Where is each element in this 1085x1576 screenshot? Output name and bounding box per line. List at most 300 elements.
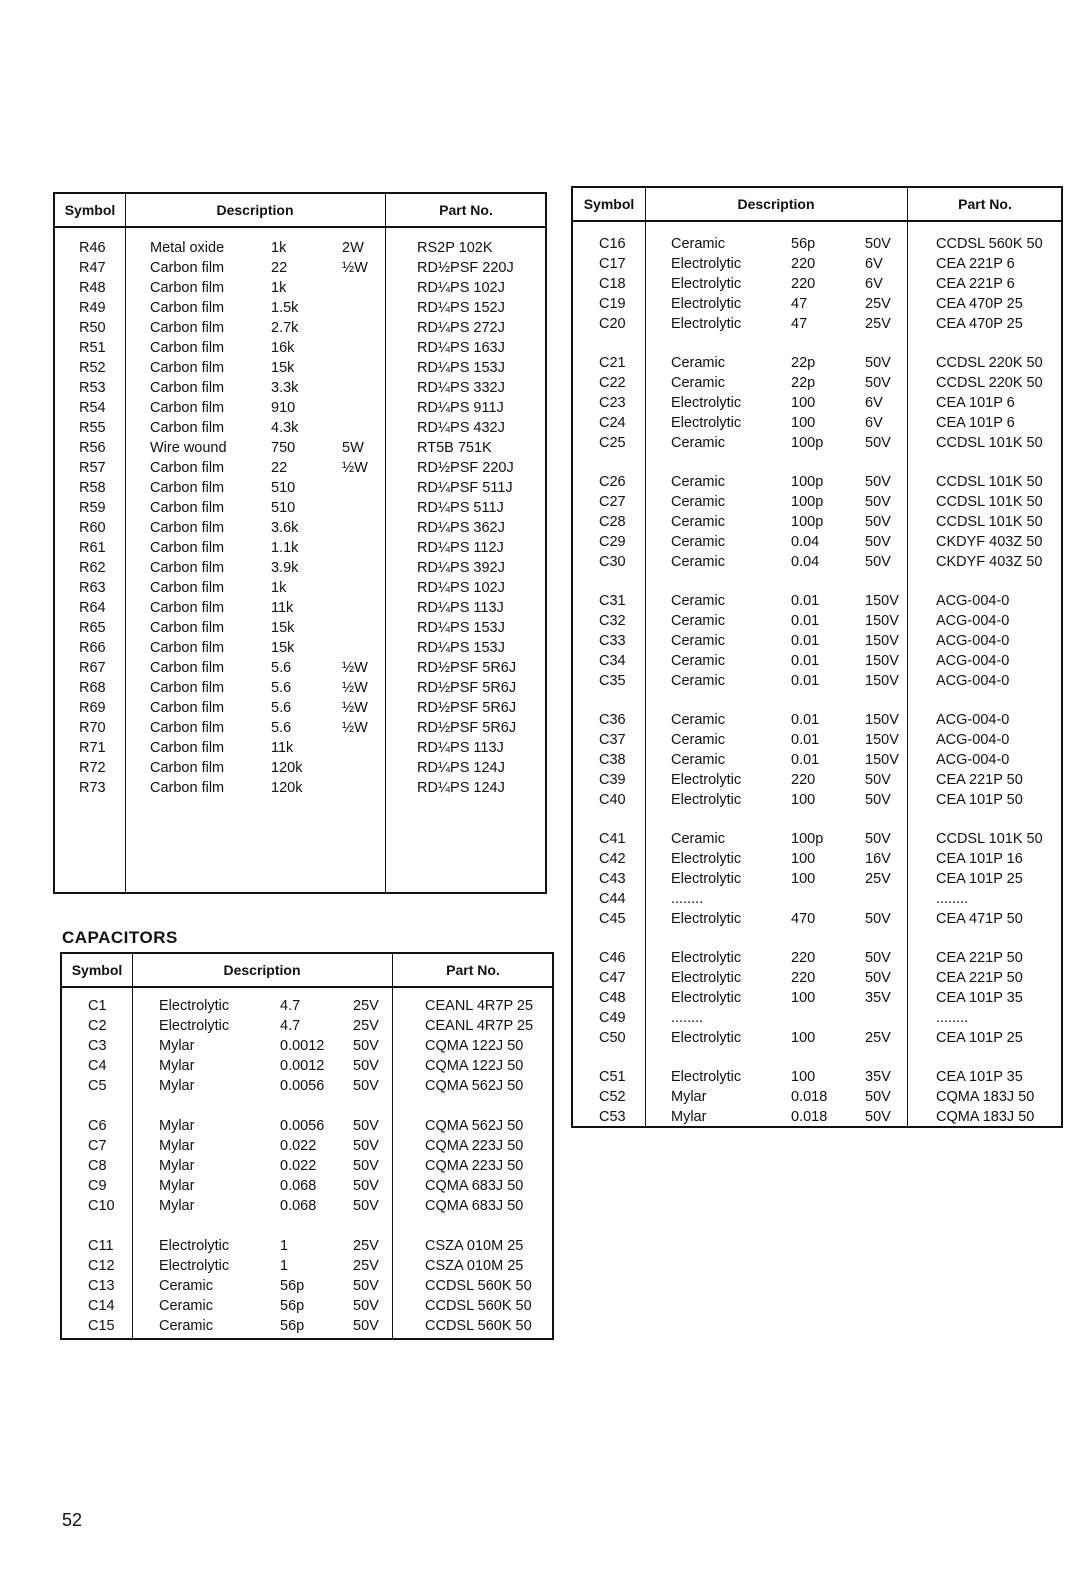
part-value: 56p: [791, 236, 816, 252]
part-number: CCDSL 101K 50: [936, 514, 1043, 530]
part-value: 100: [791, 415, 816, 431]
part-value: 1.5k: [271, 300, 299, 316]
part-type: Electrolytic: [671, 772, 742, 788]
part-symbol: C34: [599, 653, 626, 669]
part-type: ........: [671, 891, 704, 907]
part-symbol: C23: [599, 395, 626, 411]
table-row: [55, 418, 545, 438]
part-value: 0.01: [791, 653, 820, 669]
part-type: Ceramic: [671, 534, 725, 550]
part-value: 1.1k: [271, 540, 299, 556]
part-symbol: C22: [599, 375, 626, 391]
part-number: CEA 221P 50: [936, 970, 1023, 986]
part-type: Electrolytic: [671, 256, 742, 272]
part-value: 0.01: [791, 613, 820, 629]
part-value: 1: [280, 1258, 289, 1274]
part-number: CQMA 223J 50: [425, 1158, 524, 1174]
part-type: Ceramic: [671, 514, 725, 530]
header-symbol: Symbol: [64, 202, 116, 218]
table-row: [573, 988, 1061, 1008]
part-number: RD¼PS 432J: [417, 420, 505, 436]
part-symbol: C35: [599, 673, 626, 689]
part-rating: 50V: [865, 534, 891, 550]
part-number: RD½PSF 220J: [417, 460, 514, 476]
table-row: [573, 1067, 1061, 1087]
part-symbol: C51: [599, 1069, 626, 1085]
part-type: Mylar: [159, 1138, 195, 1154]
part-number: CEA 101P 25: [936, 1030, 1023, 1046]
part-number: CEA 101P 6: [936, 415, 1015, 431]
part-symbol: C49: [599, 1010, 626, 1026]
table-row: [573, 433, 1061, 453]
part-symbol: R49: [79, 300, 106, 316]
part-type: Carbon film: [150, 340, 225, 356]
part-rating: 150V: [865, 752, 899, 768]
part-type: Ceramic: [671, 554, 725, 570]
part-rating: 150V: [865, 673, 899, 689]
part-type: Ceramic: [671, 732, 725, 748]
part-value: 0.01: [791, 712, 820, 728]
part-number: CCDSL 560K 50: [936, 236, 1043, 252]
part-number: RD¼PS 113J: [417, 600, 504, 616]
part-rating: 50V: [353, 1118, 379, 1134]
part-type: Electrolytic: [671, 911, 742, 927]
part-type: Carbon film: [150, 260, 225, 276]
part-number: ........: [936, 1010, 969, 1026]
part-type: Ceramic: [671, 613, 725, 629]
part-number: RD¼PS 124J: [417, 780, 505, 796]
part-number: CEA 221P 6: [936, 256, 1015, 272]
part-value: 0.018: [791, 1109, 828, 1125]
table-row: [573, 512, 1061, 532]
part-number: CCDSL 560K 50: [425, 1318, 532, 1334]
part-type: Ceramic: [671, 375, 725, 391]
part-value: 0.018: [791, 1089, 828, 1105]
part-number: CQMA 562J 50: [425, 1118, 524, 1134]
part-value: 11k: [271, 740, 294, 756]
part-rating: 50V: [865, 375, 891, 391]
part-number: ........: [936, 891, 969, 907]
part-value: 56p: [280, 1318, 305, 1334]
part-symbol: R64: [79, 600, 106, 616]
part-symbol: R52: [79, 360, 106, 376]
part-symbol: R56: [79, 440, 106, 456]
part-symbol: C14: [88, 1298, 115, 1314]
part-number: RD¼PS 392J: [417, 560, 505, 576]
part-type: Electrolytic: [671, 395, 742, 411]
part-symbol: R47: [79, 260, 106, 276]
part-value: 100: [791, 990, 816, 1006]
part-number: CCDSL 101K 50: [936, 435, 1043, 451]
part-symbol: C32: [599, 613, 626, 629]
part-symbol: C15: [88, 1318, 115, 1334]
part-type: Carbon film: [150, 660, 225, 676]
table-row: [573, 849, 1061, 869]
part-type: Ceramic: [671, 236, 725, 252]
table-row: [573, 413, 1061, 433]
part-symbol: C39: [599, 772, 626, 788]
part-number: CCDSL 560K 50: [425, 1278, 532, 1294]
part-type: Mylar: [159, 1118, 195, 1134]
part-value: 0.0012: [280, 1038, 325, 1054]
part-symbol: C16: [599, 236, 626, 252]
part-value: 120k: [271, 760, 303, 776]
part-number: RD¼PS 102J: [417, 580, 505, 596]
part-type: Carbon film: [150, 580, 225, 596]
part-symbol: C33: [599, 633, 626, 649]
part-symbol: C13: [88, 1278, 115, 1294]
part-symbol: R51: [79, 340, 106, 356]
part-symbol: C25: [599, 435, 626, 451]
part-type: Ceramic: [671, 494, 725, 510]
part-rating: 35V: [865, 1069, 891, 1085]
table-row: [55, 278, 545, 298]
part-number: CQMA 183J 50: [936, 1089, 1035, 1105]
part-value: 0.0056: [280, 1118, 325, 1134]
part-type: Ceramic: [671, 633, 725, 649]
table-row: [62, 1176, 552, 1196]
part-value: 47: [791, 316, 808, 332]
part-symbol: R60: [79, 520, 106, 536]
part-value: 100p: [791, 831, 824, 847]
table-row: [573, 532, 1061, 552]
part-number: RD½PSF 220J: [417, 260, 514, 276]
part-symbol: R63: [79, 580, 106, 596]
part-symbol: R46: [79, 240, 106, 256]
table-row: [55, 658, 545, 678]
table-row: [573, 552, 1061, 572]
part-type: ........: [671, 1010, 704, 1026]
table-row: [573, 1087, 1061, 1107]
part-number: RD½PSF 5R6J: [417, 660, 517, 676]
part-value: 100: [791, 792, 816, 808]
table-row: [55, 578, 545, 598]
part-value: 1: [280, 1238, 289, 1254]
part-value: 100: [791, 395, 816, 411]
part-rating: ½W: [342, 680, 368, 696]
part-rating: 50V: [865, 950, 891, 966]
part-symbol: C12: [88, 1258, 115, 1274]
part-rating: 50V: [865, 514, 891, 530]
part-symbol: C47: [599, 970, 626, 986]
table-row: [573, 1107, 1061, 1127]
part-value: 15k: [271, 620, 295, 636]
header-symbol: Symbol: [583, 196, 635, 212]
part-type: Mylar: [159, 1038, 195, 1054]
part-value: 0.01: [791, 673, 820, 689]
part-value: 0.01: [791, 633, 820, 649]
table-row: [573, 234, 1061, 254]
part-rating: 6V: [865, 256, 883, 272]
part-rating: 50V: [865, 792, 891, 808]
part-number: RD¼PS 153J: [417, 640, 505, 656]
part-number: RD¼PS 362J: [417, 520, 505, 536]
part-number: CEANL 4R7P 25: [425, 1018, 534, 1034]
part-symbol: R70: [79, 720, 106, 736]
part-type: Ceramic: [159, 1278, 213, 1294]
part-number: ACG-004-0: [936, 613, 1010, 629]
table-row: [62, 1296, 552, 1316]
part-number: CKDYF 403Z 50: [936, 534, 1043, 550]
part-number: CEA 101P 6: [936, 395, 1015, 411]
part-value: 0.068: [280, 1178, 317, 1194]
part-rating: 25V: [353, 998, 379, 1014]
table-row: [55, 678, 545, 698]
part-value: 100: [791, 1069, 816, 1085]
table-row: [573, 1008, 1061, 1028]
part-value: 3.9k: [271, 560, 299, 576]
table-row: [55, 458, 545, 478]
part-rating: 50V: [353, 1298, 379, 1314]
part-type: Electrolytic: [671, 1030, 742, 1046]
table-row: [62, 1116, 552, 1136]
part-value: 4.7: [280, 1018, 301, 1034]
part-rating: 50V: [865, 474, 891, 490]
part-symbol: C7: [88, 1138, 107, 1154]
part-symbol: C1: [88, 998, 107, 1014]
part-value: 0.022: [280, 1158, 317, 1174]
part-value: 510: [271, 500, 296, 516]
part-value: 1k: [271, 280, 287, 296]
part-number: CEA 470P 25: [936, 316, 1023, 332]
part-number: RD¼PS 272J: [417, 320, 505, 336]
part-number: RD¼PS 113J: [417, 740, 504, 756]
part-symbol: C36: [599, 712, 626, 728]
part-type: Ceramic: [671, 653, 725, 669]
part-value: 4.3k: [271, 420, 299, 436]
part-rating: 50V: [865, 435, 891, 451]
part-number: CQMA 683J 50: [425, 1178, 524, 1194]
part-symbol: C31: [599, 593, 626, 609]
part-number: ACG-004-0: [936, 712, 1010, 728]
part-value: 220: [791, 950, 816, 966]
part-type: Ceramic: [671, 752, 725, 768]
part-symbol: C26: [599, 474, 626, 490]
part-type: Mylar: [159, 1078, 195, 1094]
part-type: Carbon film: [150, 680, 225, 696]
table-row: [55, 258, 545, 278]
table-row: [573, 948, 1061, 968]
part-rating: 6V: [865, 276, 883, 292]
table-row: [55, 398, 545, 418]
table-row: [55, 638, 545, 658]
part-value: 22: [271, 260, 288, 276]
part-number: CQMA 122J 50: [425, 1038, 524, 1054]
part-rating: 50V: [865, 494, 891, 510]
table-row: [573, 710, 1061, 730]
part-type: Carbon film: [150, 380, 225, 396]
part-symbol: R55: [79, 420, 106, 436]
part-value: 0.0056: [280, 1078, 325, 1094]
table-row: [573, 829, 1061, 849]
part-symbol: C21: [599, 355, 626, 371]
table-row: [573, 492, 1061, 512]
part-number: CKDYF 403Z 50: [936, 554, 1043, 570]
part-type: Carbon film: [150, 620, 225, 636]
part-rating: 50V: [865, 1109, 891, 1125]
part-symbol: C53: [599, 1109, 626, 1125]
part-number: CQMA 223J 50: [425, 1138, 524, 1154]
part-type: Mylar: [159, 1058, 195, 1074]
part-number: ACG-004-0: [936, 653, 1010, 669]
part-symbol: R71: [79, 740, 106, 756]
part-symbol: C27: [599, 494, 626, 510]
part-type: Carbon film: [150, 760, 225, 776]
part-rating: 25V: [865, 871, 891, 887]
table-row: [573, 373, 1061, 393]
part-symbol: C8: [88, 1158, 107, 1174]
table-row: [62, 1196, 552, 1216]
table-row: [62, 1036, 552, 1056]
part-type: Ceramic: [671, 673, 725, 689]
table-row: [573, 472, 1061, 492]
part-value: 0.01: [791, 752, 820, 768]
part-rating: ½W: [342, 460, 368, 476]
table-row: [62, 1136, 552, 1156]
part-number: RD¼PS 332J: [417, 380, 505, 396]
part-rating: 150V: [865, 613, 899, 629]
part-rating: 25V: [353, 1238, 379, 1254]
part-type: Carbon film: [150, 280, 225, 296]
part-value: 56p: [280, 1298, 305, 1314]
part-value: 220: [791, 970, 816, 986]
part-type: Carbon film: [150, 780, 225, 796]
part-type: Ceramic: [671, 831, 725, 847]
part-type: Electrolytic: [159, 1238, 230, 1254]
part-number: RD¼PS 163J: [417, 340, 505, 356]
part-type: Electrolytic: [159, 998, 230, 1014]
table-row: [55, 358, 545, 378]
part-number: RD¼PS 152J: [417, 300, 505, 316]
part-value: 100: [791, 851, 816, 867]
part-symbol: C42: [599, 851, 626, 867]
part-number: ACG-004-0: [936, 732, 1010, 748]
table-row: [62, 1236, 552, 1256]
part-value: 16k: [271, 340, 295, 356]
part-rating: 50V: [353, 1318, 379, 1334]
header-part-no: Part No.: [446, 962, 500, 978]
part-type: Carbon film: [150, 300, 225, 316]
part-number: CEA 101P 35: [936, 1069, 1023, 1085]
part-number: CQMA 562J 50: [425, 1078, 524, 1094]
table-row: [62, 1016, 552, 1036]
part-value: 5.6: [271, 680, 292, 696]
table-row: [55, 498, 545, 518]
part-symbol: C3: [88, 1038, 107, 1054]
part-symbol: C46: [599, 950, 626, 966]
header-part-no: Part No.: [958, 196, 1012, 212]
part-type: Carbon film: [150, 480, 225, 496]
part-symbol: C5: [88, 1078, 107, 1094]
table-row: [62, 1256, 552, 1276]
part-number: CEA 221P 50: [936, 950, 1023, 966]
table-row: [573, 651, 1061, 671]
table-row: [55, 318, 545, 338]
part-number: CEA 221P 50: [936, 772, 1023, 788]
part-type: Carbon film: [150, 500, 225, 516]
part-value: 3.3k: [271, 380, 299, 396]
part-rating: 150V: [865, 633, 899, 649]
part-rating: 150V: [865, 732, 899, 748]
table-row: [573, 730, 1061, 750]
part-value: 100: [791, 871, 816, 887]
part-symbol: R66: [79, 640, 106, 656]
part-symbol: R59: [79, 500, 106, 516]
part-number: RD¼PS 911J: [417, 400, 504, 416]
part-number: CCDSL 560K 50: [425, 1298, 532, 1314]
part-rating: ½W: [342, 660, 368, 676]
table-row: [55, 538, 545, 558]
part-type: Ceramic: [671, 593, 725, 609]
part-type: Electrolytic: [671, 316, 742, 332]
part-rating: 25V: [865, 1030, 891, 1046]
part-type: Mylar: [159, 1158, 195, 1174]
part-number: RS2P 102K: [417, 240, 493, 256]
part-symbol: R50: [79, 320, 106, 336]
part-type: Electrolytic: [159, 1018, 230, 1034]
table-header: [573, 188, 1061, 222]
table-row: [573, 889, 1061, 909]
table-row: [573, 790, 1061, 810]
part-type: Carbon film: [150, 560, 225, 576]
capacitor-table-left: [60, 952, 554, 1340]
part-type: Ceramic: [159, 1318, 213, 1334]
part-value: 2.7k: [271, 320, 299, 336]
part-type: Electrolytic: [671, 1069, 742, 1085]
part-value: 0.068: [280, 1198, 317, 1214]
part-value: 100p: [791, 494, 824, 510]
part-rating: 25V: [865, 316, 891, 332]
table-row: [55, 698, 545, 718]
table-row: [62, 1056, 552, 1076]
part-number: RD½PSF 5R6J: [417, 700, 517, 716]
part-number: ACG-004-0: [936, 673, 1010, 689]
table-row: [55, 338, 545, 358]
part-rating: 16V: [865, 851, 891, 867]
part-symbol: R57: [79, 460, 106, 476]
part-symbol: C6: [88, 1118, 107, 1134]
part-value: 11k: [271, 600, 294, 616]
part-number: RD¼PS 153J: [417, 360, 505, 376]
part-symbol: C17: [599, 256, 626, 272]
table-row: [55, 518, 545, 538]
part-symbol: C48: [599, 990, 626, 1006]
part-type: Ceramic: [671, 355, 725, 371]
part-symbol: R65: [79, 620, 106, 636]
part-rating: 50V: [865, 1089, 891, 1105]
table-header: [62, 954, 552, 988]
part-value: 56p: [280, 1278, 305, 1294]
part-symbol: C28: [599, 514, 626, 530]
part-value: 47: [791, 296, 808, 312]
table-row: [62, 1076, 552, 1096]
table-row: [573, 770, 1061, 790]
part-symbol: C29: [599, 534, 626, 550]
part-type: Electrolytic: [671, 990, 742, 1006]
table-row: [55, 778, 545, 798]
part-type: Mylar: [159, 1198, 195, 1214]
part-rating: 2W: [342, 240, 364, 256]
resistor-table: [53, 192, 547, 894]
table-row: [55, 718, 545, 738]
part-value: 100p: [791, 474, 824, 490]
part-number: RD¼PS 102J: [417, 280, 505, 296]
part-value: 0.0012: [280, 1058, 325, 1074]
table-row: [55, 738, 545, 758]
table-row: [573, 968, 1061, 988]
part-symbol: C10: [88, 1198, 115, 1214]
part-rating: 25V: [353, 1258, 379, 1274]
